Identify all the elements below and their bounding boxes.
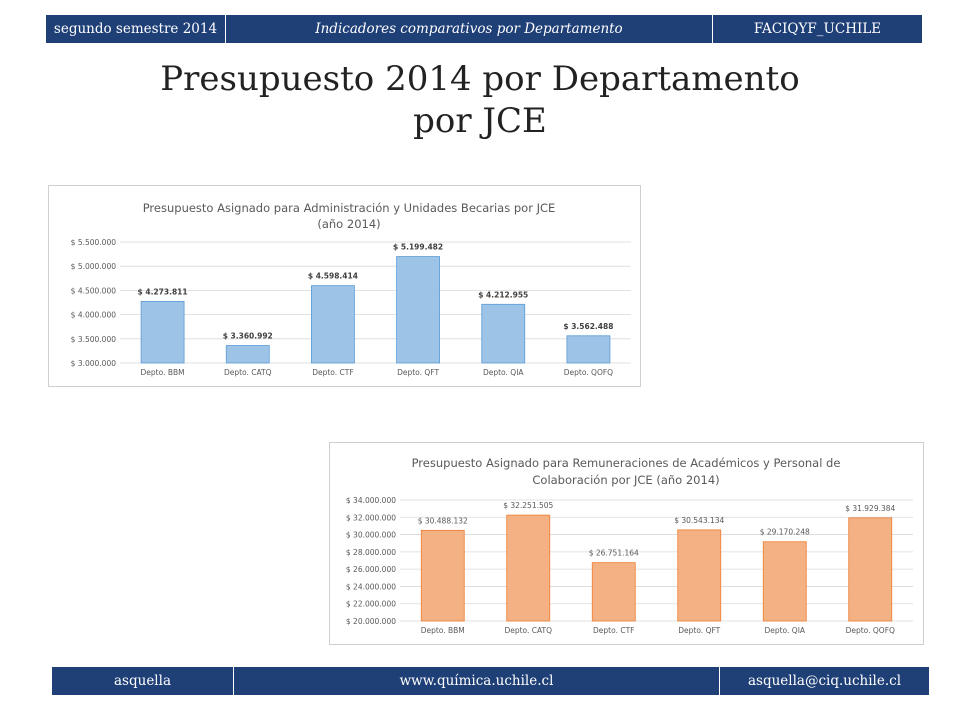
chart2-bar-6 (849, 518, 892, 621)
chart1-bar-5 (482, 304, 525, 363)
chart1-ytick-label: $ 3.500.000 (70, 334, 116, 344)
chart2-bar-5 (763, 542, 806, 621)
chart2-title: Presupuesto Asignado para Remuneraciones de Académicos y Personal de (411, 456, 841, 470)
chart1-data-label: $ 4.212.955 (478, 290, 529, 300)
chart1-data-label: $ 3.360.992 (222, 331, 273, 341)
page-title (0, 58, 960, 142)
chart2-ytick-label: $ 32.000.000 (345, 513, 396, 523)
chart2-bar-3 (592, 563, 635, 621)
chart1-category-label: Depto. CATQ (223, 368, 272, 377)
chart2-ytick-label: $ 28.000.000 (345, 547, 396, 557)
footer-email-link[interactable]: asquella@ciq.uchile.cl (747, 673, 902, 689)
chart1-data-label: $ 5.199.482 (393, 242, 444, 252)
chart2-data-label: $ 32.251.505 (503, 501, 554, 511)
chart1-ytick-label: $ 5.000.000 (70, 262, 116, 272)
chart1-bar-1 (141, 301, 184, 363)
chart2-ytick-label: $ 34.000.000 (345, 496, 396, 505)
chart2-category-label: Depto. QIA (764, 626, 806, 635)
chart1-data-label: $ 4.598.414 (307, 271, 358, 281)
chart2-ytick-label: $ 30.000.000 (345, 530, 396, 540)
footer-bar (52, 667, 929, 695)
header-semester: segundo semestre 2014 (46, 15, 226, 43)
chart2-ytick-label: $ 24.000.000 (345, 582, 396, 592)
header-institution: FACIQYF_UCHILE (753, 21, 882, 37)
chart1-category-label: Depto. BBM (140, 368, 185, 377)
chart1-subtitle: (año 2014) (317, 217, 381, 231)
chart2-ytick-label: $ 20.000.000 (345, 617, 396, 626)
chart2-category-label: Depto. CATQ (504, 626, 553, 635)
page-title-line2: por JCE (413, 101, 547, 141)
footer-author: asquella (52, 667, 234, 695)
chart1-ytick-label: $ 3.000.000 (70, 359, 116, 368)
chart-remuneraciones-svg (330, 443, 925, 646)
chart1-bar-3 (311, 286, 354, 363)
chart2-category-label: Depto. BBM (420, 626, 465, 635)
chart2-data-label: $ 30.543.134 (674, 515, 725, 525)
chart1-category-label: Depto. QIA (482, 368, 524, 377)
chart2-ytick-label: $ 26.000.000 (345, 565, 396, 575)
chart2-bar-1 (421, 530, 464, 621)
chart-remuneraciones (329, 442, 924, 645)
chart2-data-label: $ 31.929.384 (845, 503, 896, 513)
header-bar (46, 15, 922, 43)
chart1-bar-6 (567, 336, 610, 363)
chart1-title: Presupuesto Asignado para Administración y Unidades Becarias por JCE (142, 201, 556, 215)
chart1-ytick-label: $ 4.000.000 (70, 310, 116, 320)
chart1-category-label: Depto. QFT (397, 368, 440, 377)
chart1-data-label: $ 3.562.488 (563, 321, 614, 331)
chart2-data-label: $ 30.488.132 (417, 516, 468, 526)
chart1-data-label: $ 4.273.811 (137, 287, 188, 297)
chart2-bar-4 (678, 530, 721, 621)
chart-administracion-svg (49, 186, 642, 388)
chart1-ytick-label: $ 5.500.000 (70, 238, 116, 247)
header-section-title: Indicadores comparativos por Departamento (226, 15, 713, 43)
page-title-line1: Presupuesto 2014 por Departamento (160, 59, 800, 99)
chart2-ytick-label: $ 22.000.000 (345, 599, 396, 609)
chart1-category-label: Depto. QOFQ (563, 368, 614, 377)
chart2-bar-2 (507, 515, 550, 621)
chart1-category-label: Depto. CTF (312, 368, 354, 377)
chart1-ytick-label: $ 4.500.000 (70, 286, 116, 296)
chart-administracion (48, 185, 641, 387)
chart2-data-label: $ 26.751.164 (588, 548, 639, 558)
chart2-category-label: Depto. QOFQ (845, 626, 895, 635)
chart1-bar-2 (226, 346, 269, 363)
chart2-data-label: $ 29.170.248 (759, 527, 810, 537)
chart1-bar-4 (397, 257, 440, 363)
footer-website-link[interactable]: www.química.uchile.cl (234, 667, 720, 695)
chart2-subtitle: Colaboración por JCE (año 2014) (532, 473, 720, 487)
chart2-category-label: Depto. QFT (678, 626, 721, 635)
chart2-category-label: Depto. CTF (593, 626, 635, 635)
